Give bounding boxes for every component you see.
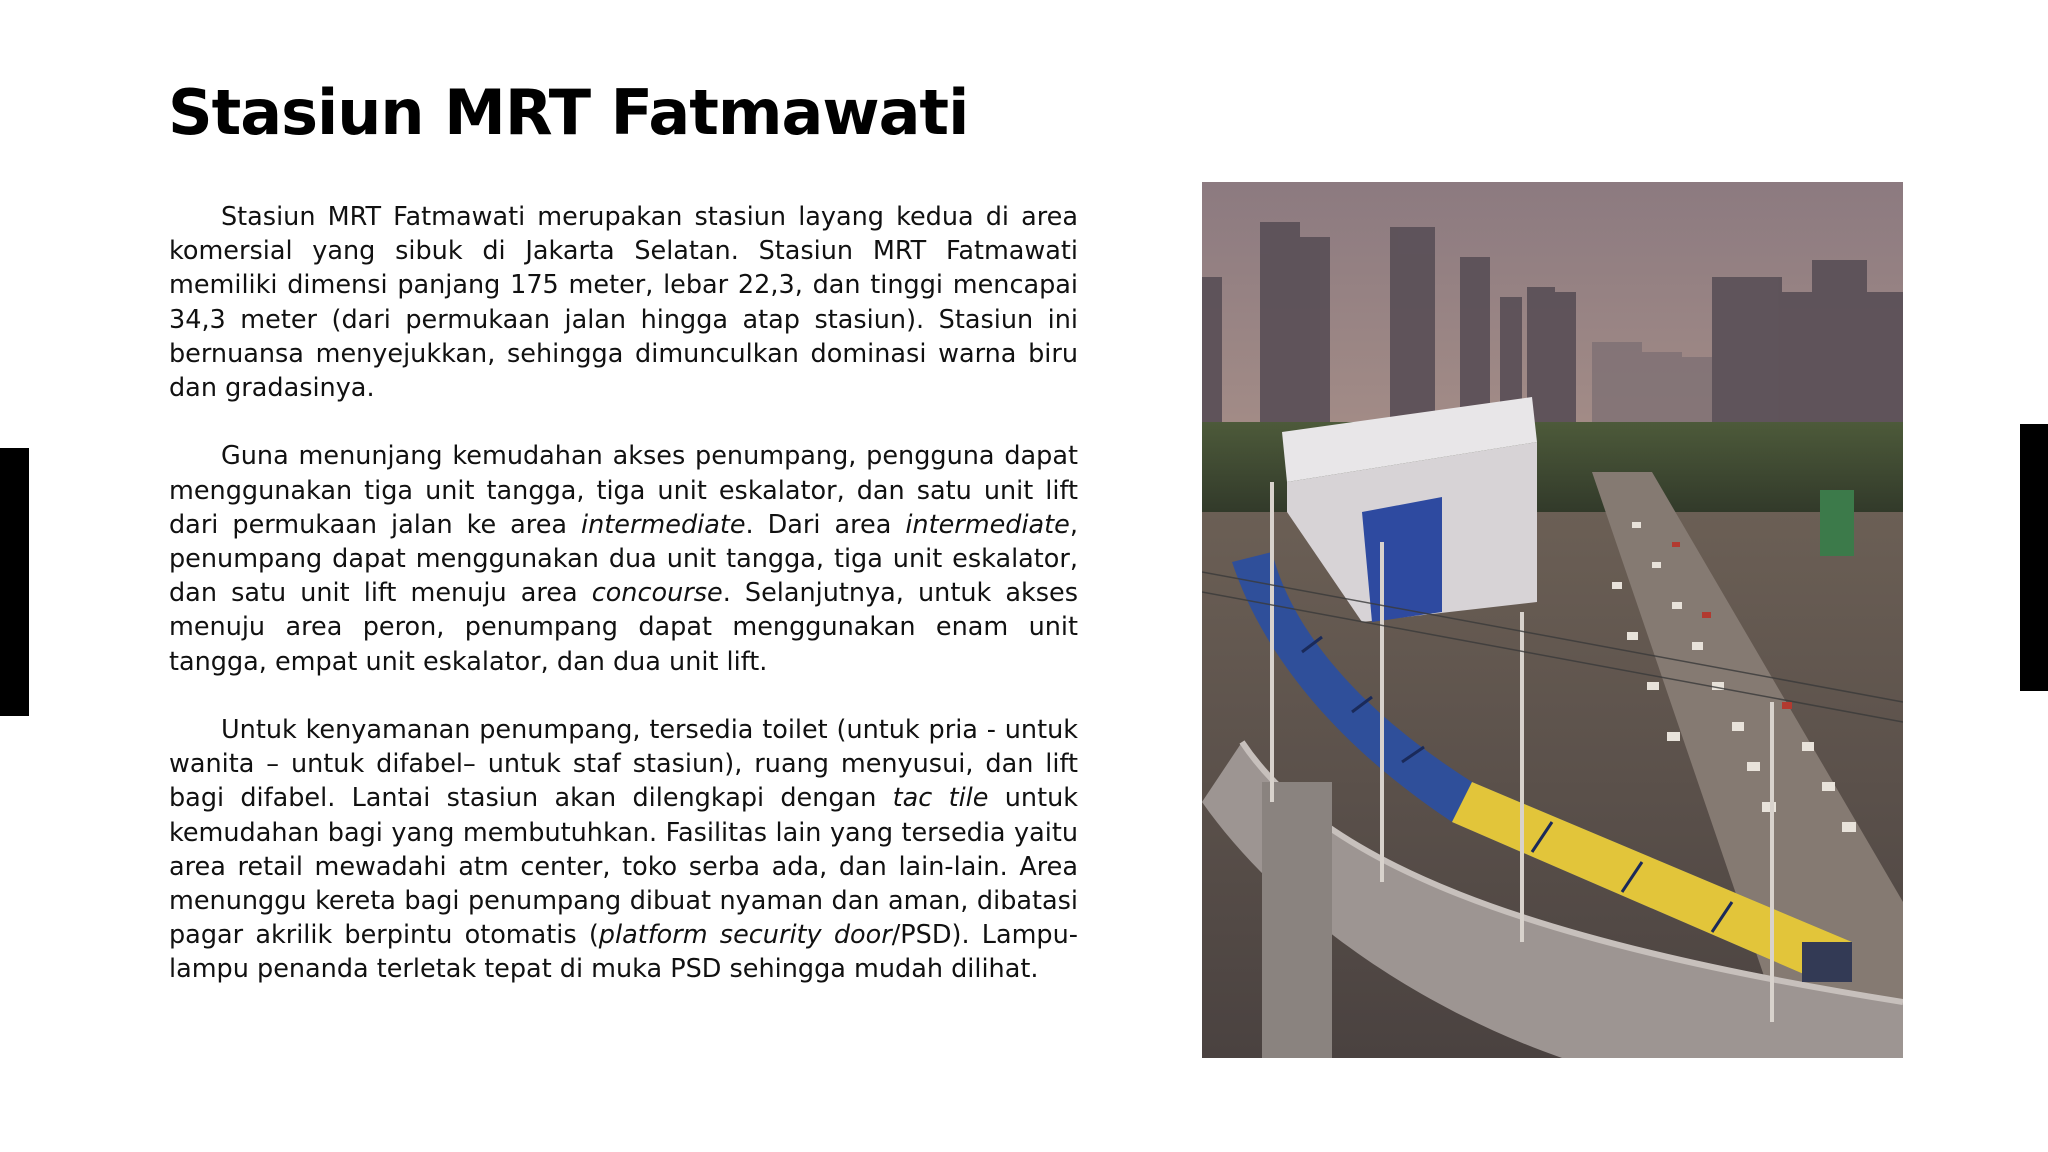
text-run: , penumpang dapat menggunakan dua unit tangga, tiga unit eskalator, dan satu unit lift menuju area xyxy=(169,509,1078,609)
italic-term: concourse xyxy=(591,578,723,609)
text-run: Stasiun MRT Fatmawati merupakan stasiun layang kedua di area komersial yang sibuk di Jakarta Selatan. Stasiun MRT Fatmawati memiliki dimensi panjang 175 meter, lebar 22,3, dan tinggi mencapai 34,3 meter (dari permukaan jalan hingga atap stasiun). Stasiun ini bernuansa menyejukkan, sehingga dimunculkan dominasi warna biru dan gradasinya. xyxy=(169,202,1078,404)
text-run: . Selanjutnya, untuk akses menuju area peron, penumpang dapat menggunakan enam unit tangga, empat unit eskalator, dan dua unit lift. xyxy=(169,578,1078,677)
italic-term: intermediate xyxy=(581,509,746,540)
text-run: Untuk kenyamanan penumpang, tersedia toilet (untuk pria - untuk wanita – untuk difabel– untuk staf stasiun), ruang menyusui, dan lift bagi difabel. Lantai stasiun akan dilengkapi dengan xyxy=(169,715,1078,814)
right-accent-bar xyxy=(2020,424,2048,691)
left-accent-bar xyxy=(0,448,29,716)
italic-term: intermediate xyxy=(905,509,1070,540)
italic-term: tac tile xyxy=(892,783,989,814)
paragraph-2 xyxy=(169,439,1078,678)
text-run: untuk kemudahan bagi yang membutuhkan. Fasilitas lain yang tersedia yaitu area retail mewadahi atm center, toko serba ada, dan lain-lain. Area menunggu kereta bagi penumpang dibuat nyaman dan aman, dibatasi pagar akrilik berpintu otomatis ( xyxy=(169,783,1079,951)
slide-title: Stasiun MRT Fatmawati xyxy=(168,76,969,149)
paragraph-3 xyxy=(169,713,1078,987)
text-run: Guna menunjang kemudahan akses penumpang, pengguna dapat menggunakan tiga unit tangga, tiga unit eskalator, dan satu unit lift dari permukaan jalan ke area xyxy=(169,441,1078,540)
paragraph-1 xyxy=(169,200,1078,405)
italic-term: platform security door xyxy=(598,920,892,951)
station-photo xyxy=(1202,182,1903,1058)
text-run: . Dari area xyxy=(745,509,906,540)
text-run: /PSD). Lampu-lampu penanda terletak tepat di muka PSD sehingga mudah dilihat. xyxy=(169,920,1078,985)
body-text xyxy=(169,200,1078,987)
